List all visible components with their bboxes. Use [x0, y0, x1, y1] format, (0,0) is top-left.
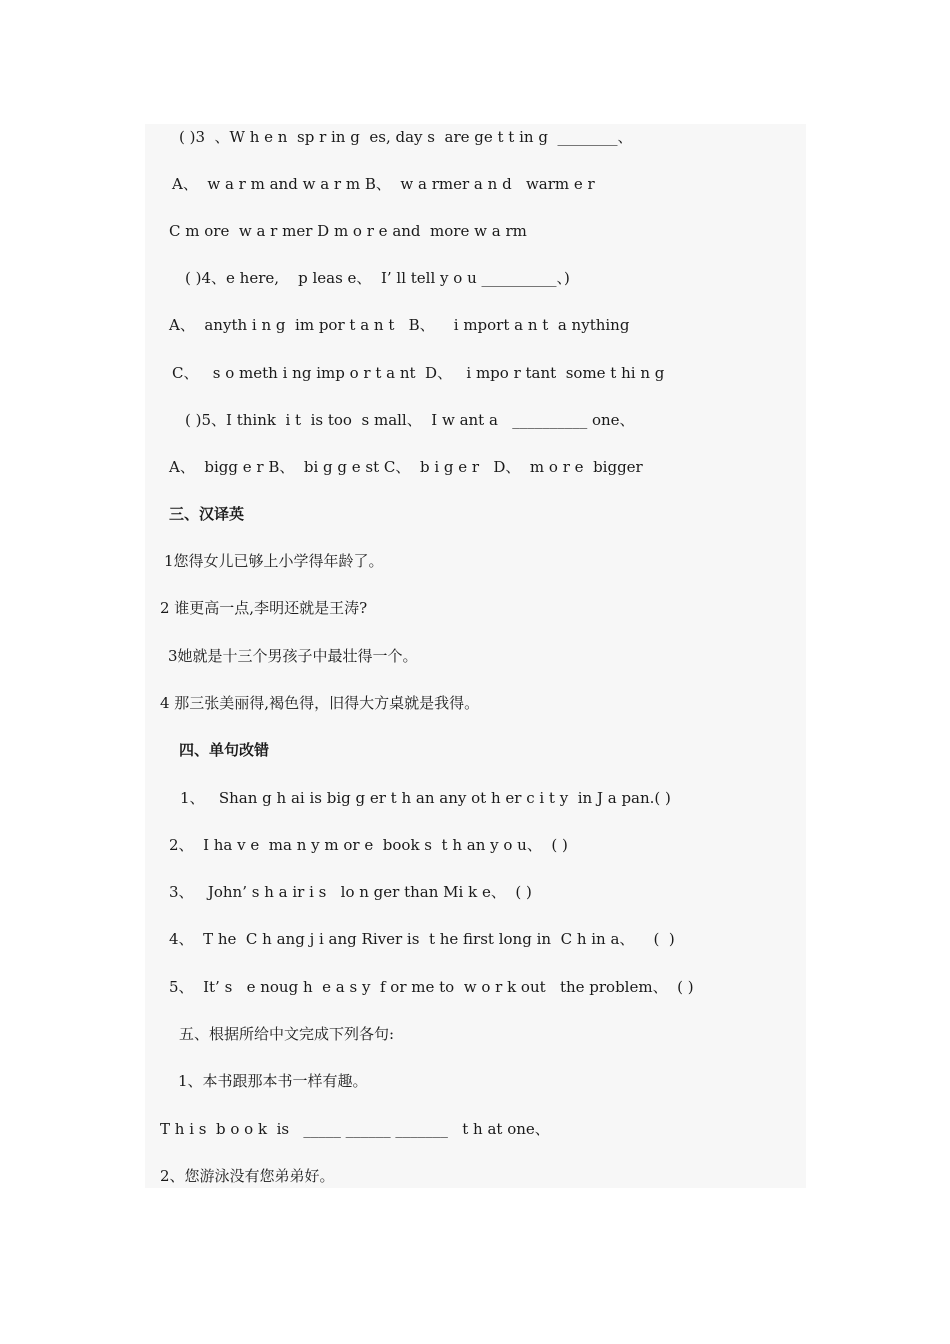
- section-5-heading: 五、根据所给中文完成下列各句:: [179, 1025, 395, 1043]
- section-3-heading: 三、汉译英: [169, 505, 245, 523]
- question-4-options-ab: A、 anyth i n g im por t a n t B、 i mport a n t a nything: [169, 316, 630, 334]
- correction-item-4: 4、 T he C h ang j i ang River is t he first long in C h in a、 ( ): [169, 930, 675, 948]
- section-4-heading: 四、单句改错: [179, 741, 270, 759]
- correction-item-5: 5、 It’ s e noug h e a s y f or me to w o r k out the problem、 ( ): [169, 978, 694, 996]
- question-4: ( )4、e here, p leas e、 I’ ll tell y o u __________、): [185, 269, 570, 287]
- translation-item-3: 3她就是十三个男孩子中最壮得一个。: [168, 647, 418, 665]
- translation-item-1: 1您得女儿已够上小学得年龄了。: [164, 552, 384, 570]
- question-5-options: A、 bigg e r B、 bi g g e st C、 b i g e r D、 m o r e bigger: [169, 458, 643, 476]
- question-3-options-cd: C m ore w a r mer D m o r e and more w a rm: [169, 222, 527, 240]
- completion-item-2: 2、您游泳没有您弟弟好。: [160, 1167, 335, 1185]
- completion-item-1-answer-line: T h i s b o o k is _____ ______ _______ t h at one、: [160, 1120, 550, 1138]
- question-3: ( )3 、W h e n sp r in g es, day s are ge t t in g ________、: [179, 128, 633, 146]
- question-5: ( )5、I think i t is too s mall、 I w ant a __________ one、: [185, 411, 635, 429]
- question-3-options-ab: A、 w a r m and w a r m B、 w a rmer a n d warm e r: [172, 175, 595, 193]
- translation-item-2: 2 谁更高一点,李明还就是王涛?: [160, 599, 368, 617]
- correction-item-1: 1、 Shan g h ai is big g er t h an any ot h er c i t y in J a pan.( ): [180, 789, 671, 807]
- correction-item-3: 3、 John’ s h a ir i s lo n ger than Mi k e、 ( ): [169, 883, 532, 901]
- translation-item-4: 4 那三张美丽得,褐色得，旧得大方桌就是我得。: [160, 694, 480, 712]
- question-4-options-cd: C、 s o meth i ng imp o r t a nt D、 i mpo r tant some t hi n g: [172, 364, 665, 382]
- completion-item-1: 1、本书跟那本书一样有趣。: [178, 1072, 368, 1090]
- correction-item-2: 2、 I ha v e ma n y m or e book s t h an y o u、 ( ): [169, 836, 568, 854]
